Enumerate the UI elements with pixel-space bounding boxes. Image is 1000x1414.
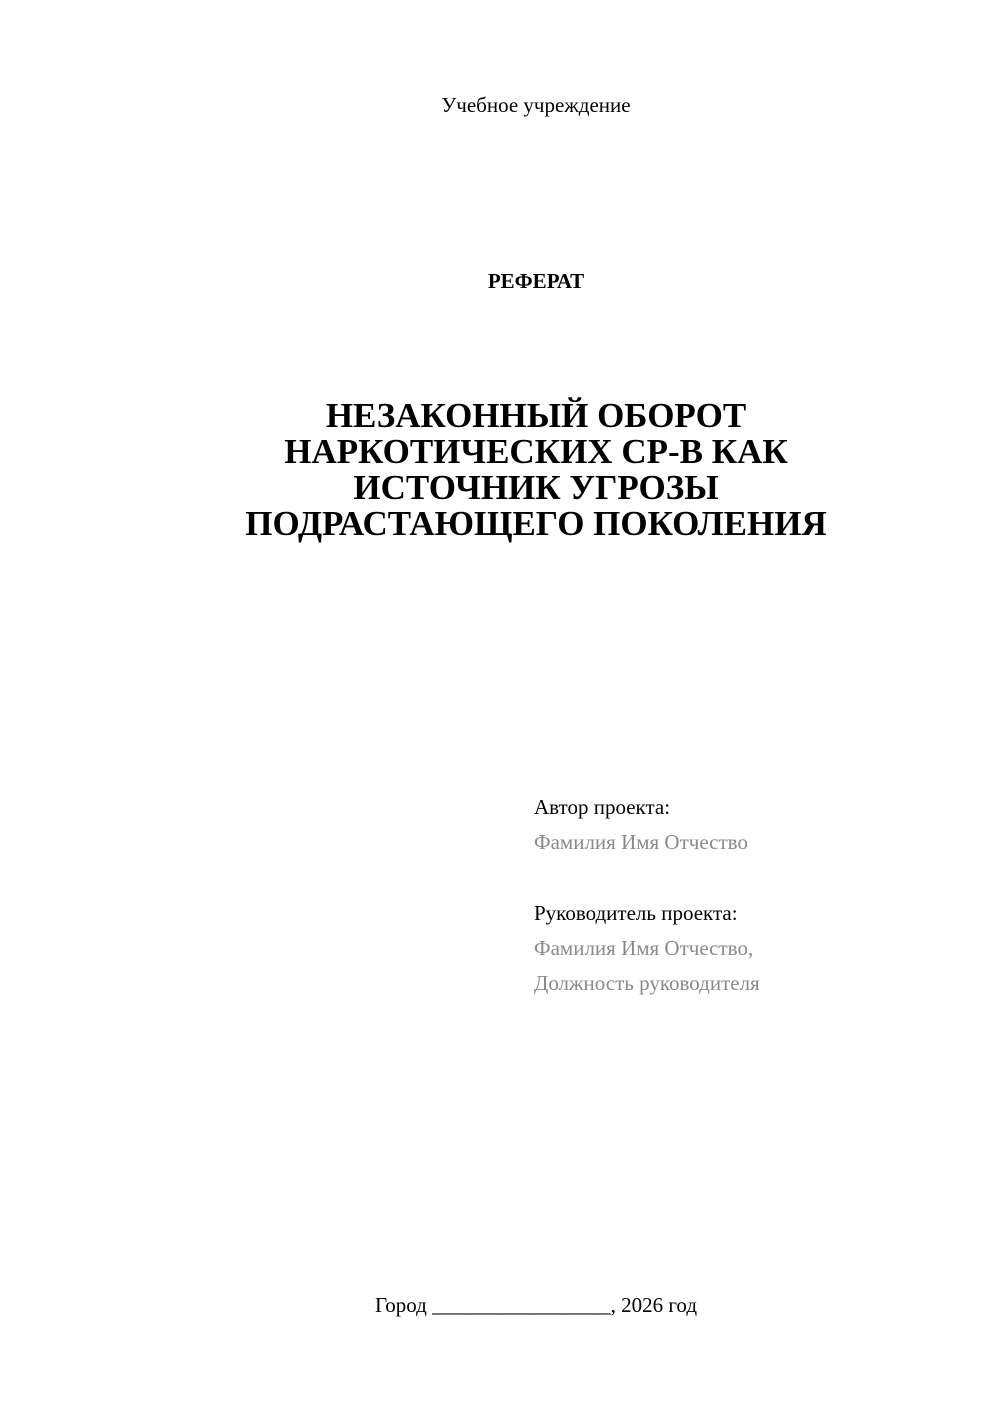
credits-spacer xyxy=(534,860,974,896)
document-type: РЕФЕРАТ xyxy=(487,269,585,293)
author-label: Автор проекта: xyxy=(534,795,671,819)
title-line-4: ПОДРАСТАЮЩЕГО ПОКОЛЕНИЯ xyxy=(245,504,827,543)
institution-name: Учебное учреждение xyxy=(441,93,631,117)
credits-block xyxy=(534,790,974,1001)
title-line-2: НАРКОТИЧЕСКИХ СР-В КАК xyxy=(284,432,788,471)
city-year-line: Город _________________, 2026 год xyxy=(374,1293,698,1317)
supervisor-position: Должность руководителя xyxy=(534,971,760,995)
document-title xyxy=(160,398,912,542)
supervisor-label: Руководитель проекта: xyxy=(534,901,738,925)
author-name: Фамилия Имя Отчество xyxy=(534,830,748,854)
title-line-1: НЕЗАКОННЫЙ ОБОРОТ xyxy=(325,396,747,435)
title-line-3: ИСТОЧНИК УГРОЗЫ xyxy=(353,468,719,507)
supervisor-name: Фамилия Имя Отчество, xyxy=(534,936,754,960)
